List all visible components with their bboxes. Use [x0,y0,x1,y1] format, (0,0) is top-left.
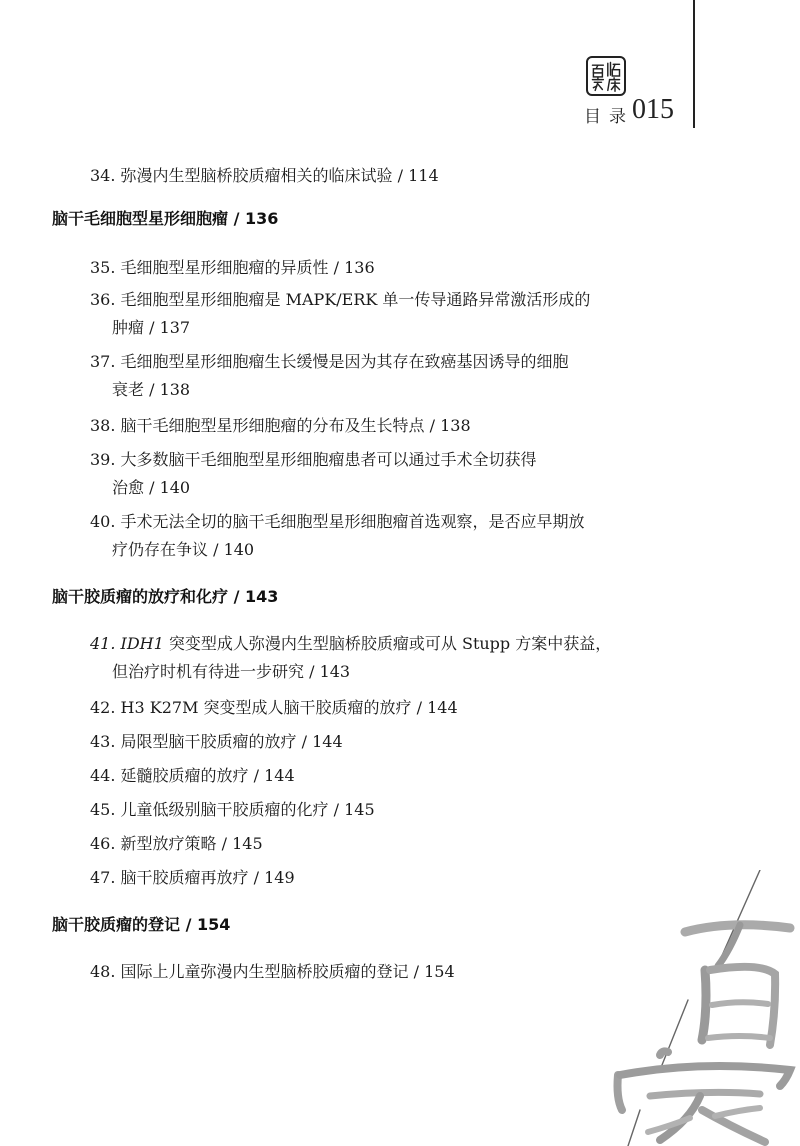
section-heading-pilocytic: 脑干毛细胞型星形细胞瘤 / 136 [52,209,279,228]
toc-entry-text: 44. 延髓胶质瘤的放疗 / 144 [90,766,295,785]
toc-entry-text-cont: 衰老 / 138 [112,380,191,399]
toc-entry-gene-prefix: 41. IDH1 [90,634,164,653]
toc-entry-text: 42. H3 K27M 突变型成人脑干胶质瘤的放疗 / 144 [90,698,458,717]
toc-entry-35 [90,254,650,282]
toc-entry-text: 46. 新型放疗策略 / 145 [90,834,263,853]
toc-entry-text-cont: 但治疗时机有待进一步研究 / 143 [112,662,351,681]
toc-entry-text-cont: 疗仍存在争议 / 140 [112,540,255,559]
section-heading-radiotherapy: 脑干胶质瘤的放疗和化疗 / 143 [52,587,279,606]
toc-entry-text: 37. 毛细胞型星形细胞瘤生长缓慢是因为其存在致癌基因诱导的细胞 [90,352,569,371]
toc-entry-text-cont: 肿瘤 / 137 [112,318,191,337]
toc-entry-text: 43. 局限型脑干胶质瘤的放疗 / 144 [90,732,343,751]
section-heading-registry: 脑干胶质瘤的登记 / 154 [52,915,231,934]
toc-entry-text: 45. 儿童低级别脑干胶质瘤的化疗 / 145 [90,800,375,819]
toc-entry-text: 36. 毛细胞型星形细胞瘤是 MAPK/ERK 单一传导通路异常激活形成的 [90,290,591,309]
toc-entry-44 [90,762,650,790]
edge-rule [693,0,695,128]
toc-entry-text: 38. 脑干毛细胞型星形细胞瘤的分布及生长特点 / 138 [90,416,471,435]
running-header-label: 目录 [584,107,634,127]
toc-entry-37 [90,348,650,404]
calligraphy-watermark-icon [590,870,800,1146]
toc-entry-48 [90,958,650,986]
toc-entry-40 [90,508,650,564]
toc-entry-46 [90,830,650,858]
toc-entry-text: 48. 国际上儿童弥漫内生型脑桥胶质瘤的登记 / 154 [90,962,455,981]
publisher-seal-icon [586,56,626,96]
toc-entry-39 [90,446,650,502]
toc-entry-38 [90,412,650,440]
toc-entry-text-cont: 治愈 / 140 [112,478,191,497]
toc-entry-text: 40. 手术无法全切的脑干毛细胞型星形细胞瘤首选观察，是否应早期放 [90,512,585,531]
toc-entry-text: 35. 毛细胞型星形细胞瘤的异质性 / 136 [90,258,375,277]
toc-entry-47 [90,864,650,892]
toc-entry-text: 34. 弥漫内生型脑桥胶质瘤相关的临床试验 / 114 [90,166,439,185]
toc-entry-42 [90,694,650,722]
page-number: 015 [632,94,674,125]
toc-entry-text: 突变型成人弥漫内生型脑桥胶质瘤或可从 Stupp 方案中获益， [163,634,612,653]
toc-entry-41 [90,630,650,686]
toc-entry-43 [90,728,650,756]
toc-entry-text: 39. 大多数脑干毛细胞型星形细胞瘤患者可以通过手术全切获得 [90,450,537,469]
toc-entry-34 [90,162,650,190]
toc-entry-text: 47. 脑干胶质瘤再放疗 / 149 [90,868,295,887]
toc-entry-45 [90,796,650,824]
toc-entry-36 [90,286,650,342]
